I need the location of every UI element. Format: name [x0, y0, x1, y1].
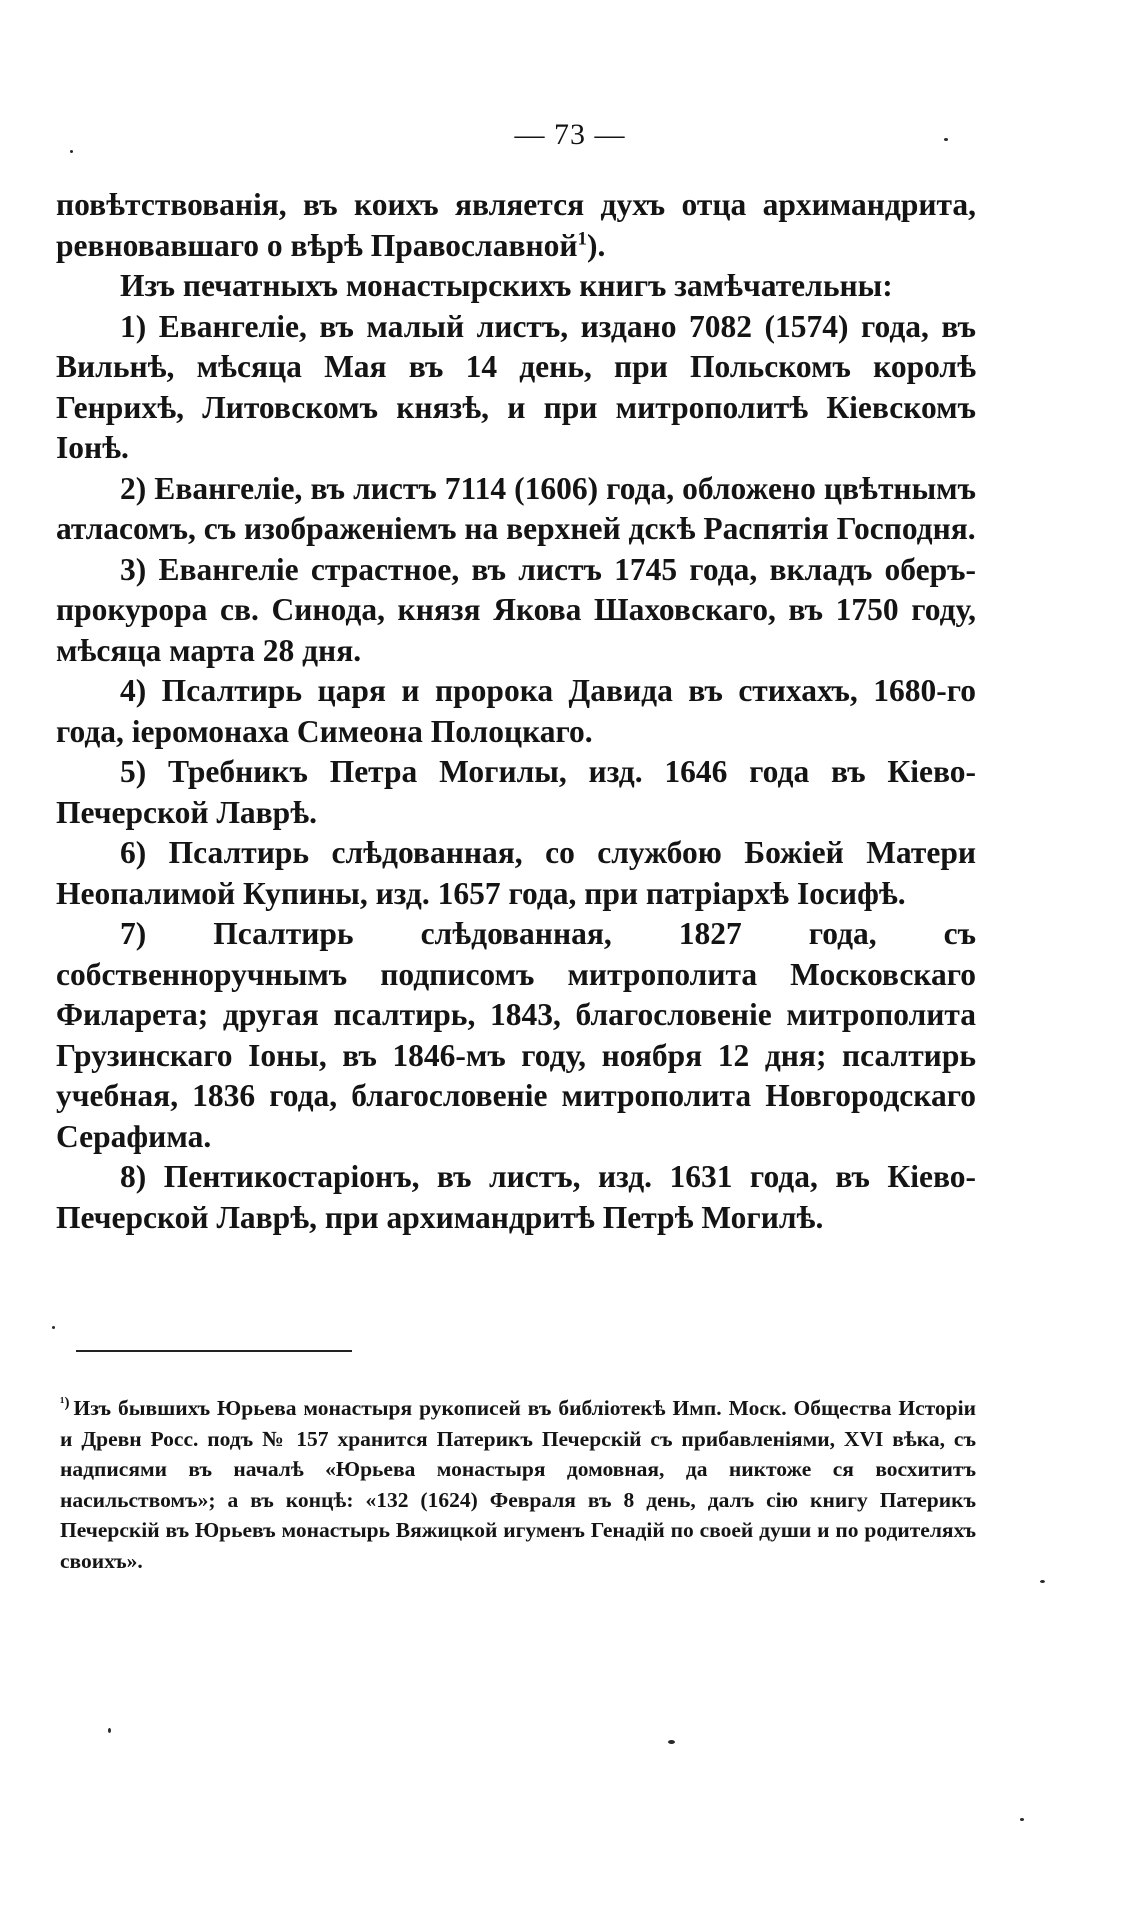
- scan-speck: [668, 1740, 675, 1744]
- list-item-7: 7) Псалтирь слѣдованная, 1827 года, съ собственноручнымъ подписомъ митрополита Московскаго Филарета; другая псалтирь, 1843, благословеніе митрополита Грузинскаго Іоны, въ 1846-мъ году, ноября 12 дня; псалтирь учебная, 1836 года, благословеніе митрополита Новгородскаго Серафима.: [56, 916, 976, 1154]
- footnote-text: Изъ бывшихъ Юрьева монастыря рукописей въ библіотекѣ Имп. Моск. Общества Исторіи и Древн Росс. подъ № 157 хранится Патерикъ Печерскій съ прибавленіями, XVI вѣка, съ надписями въ началѣ «Юрьева монастыря домовная, да никтоже ся восхититъ насильствомъ»; а въ концѣ: «132 (1624) Февраля въ 8 день, далъ сію книгу Патерикъ Печерскій въ Юрьевъ монастырь Вяжицкой игуменъ Генадій по своей души и по родителяхъ своихъ».: [60, 1396, 976, 1573]
- list-item-6: 6) Псалтирь слѣдованная, со службою Божіей Матери Неопалимой Купины, изд. 1657 года, при патріархѣ Іосифѣ.: [56, 835, 976, 911]
- scan-speck: [1020, 1818, 1024, 1821]
- paragraph-continuation: [56, 185, 976, 266]
- list-item-1: 1) Евангеліе, въ малый листъ, издано 7082 (1574) года, въ Вильнѣ, мѣсяца Мая въ 14 день, при Польскомъ королѣ Генрихѣ, Литовскомъ князѣ, и при митрополитѣ Кіевскомъ Іонѣ.: [56, 308, 976, 465]
- scan-speck: [70, 150, 73, 153]
- paragraph-text: повѣтствованія, въ коихъ является духъ отца архимандрита, ревновавшаго о вѣрѣ Православной: [56, 187, 976, 263]
- scan-speck: [1040, 1580, 1045, 1583]
- footnote-reference: 1: [577, 228, 588, 249]
- paragraph-intro: Изъ печатныхъ монастырскихъ книгъ замѣчательны:: [120, 268, 893, 303]
- scan-speck: [52, 1326, 55, 1329]
- list-item-2: 2) Евангеліе, въ листъ 7114 (1606) года, обложено цвѣтнымъ атласомъ, съ изображеніемъ на верхней дскѣ Распятія Господня.: [56, 470, 976, 546]
- main-text: [56, 185, 976, 1238]
- paragraph-tail: ).: [587, 227, 606, 263]
- page-number: — 73 —: [514, 118, 626, 151]
- scan-speck: [108, 1728, 111, 1733]
- scan-speck: [944, 138, 948, 141]
- footnote-marker: ¹): [60, 1394, 70, 1411]
- list-item-8: 8) Пентикостаріонъ, въ листъ, изд. 1631 года, въ Кіево-Печерской Лаврѣ, при архимандритѣ Петрѣ Могилѣ.: [56, 1159, 976, 1235]
- footnote: [60, 1393, 976, 1576]
- footnote-divider: [76, 1350, 352, 1352]
- list-item-3: 3) Евангеліе страстное, въ листъ 1745 года, вкладъ оберъ-прокурора св. Синода, князя Якова Шаховскаго, въ 1750 году, мѣсяца марта 28 дня.: [56, 551, 976, 668]
- list-item-4: 4) Псалтирь царя и пророка Давида въ стихахъ, 1680-го года, іеромонаха Симеона Полоцкаго.: [56, 673, 976, 749]
- list-item-5: 5) Требникъ Петра Могилы, изд. 1646 года въ Кіево-Печерской Лаврѣ.: [56, 754, 976, 830]
